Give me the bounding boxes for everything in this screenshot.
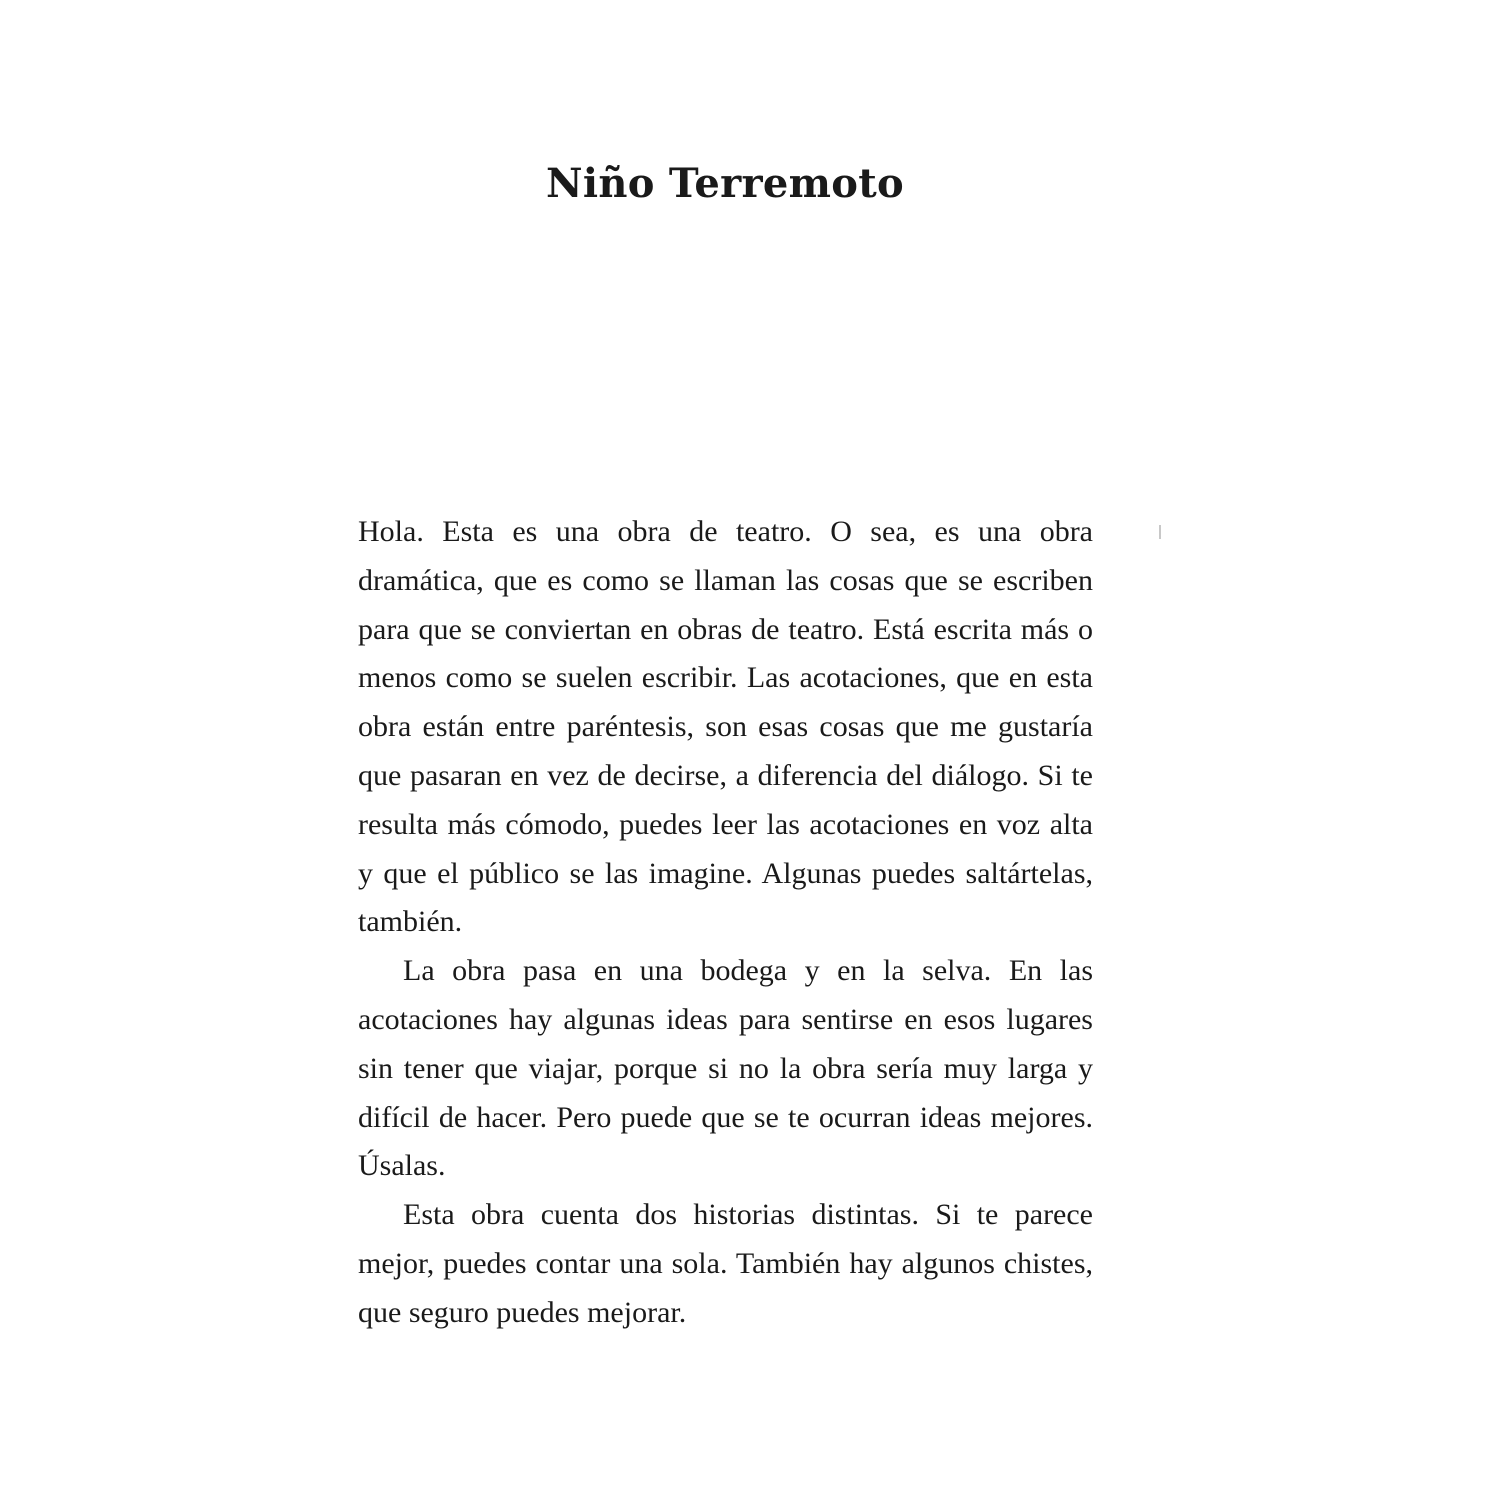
page-title: Niño Terremoto — [545, 160, 905, 207]
paragraph-2: La obra pasa en una bodega y en la selva. En las acotaciones hay algunas ideas para sentirse en esos lugares sin tener que viajar, porque si no la obra sería muy larga y difícil de hacer. Pero puede que se te ocurran ideas mejores. Úsalas. — [358, 954, 1093, 1183]
paragraph-1: Hola. Esta es una obra de teatro. O sea, es una obra dramática, que es como se llaman las cosas que se escriben para que se conviertan en obras de teatro. Está escrita más o menos como se suelen escribir. Las acotaciones, que en esta obra están entre paréntesis, son esas cosas que me gustaría que pasaran en vez de decirse, a diferencia del diálogo. Si te resulta más cómodo, puedes leer las acotaciones en voz alta y que el público se las imagine. Algunas puedes saltártelas, también. — [358, 515, 1093, 939]
paragraph-3: Esta obra cuenta dos historias distintas. Si te parece mejor, puedes contar una sola. También hay algunos chistes, que seguro puedes mejorar. — [358, 1198, 1093, 1329]
margin-mark — [1159, 525, 1161, 539]
body-text — [358, 508, 1093, 1338]
